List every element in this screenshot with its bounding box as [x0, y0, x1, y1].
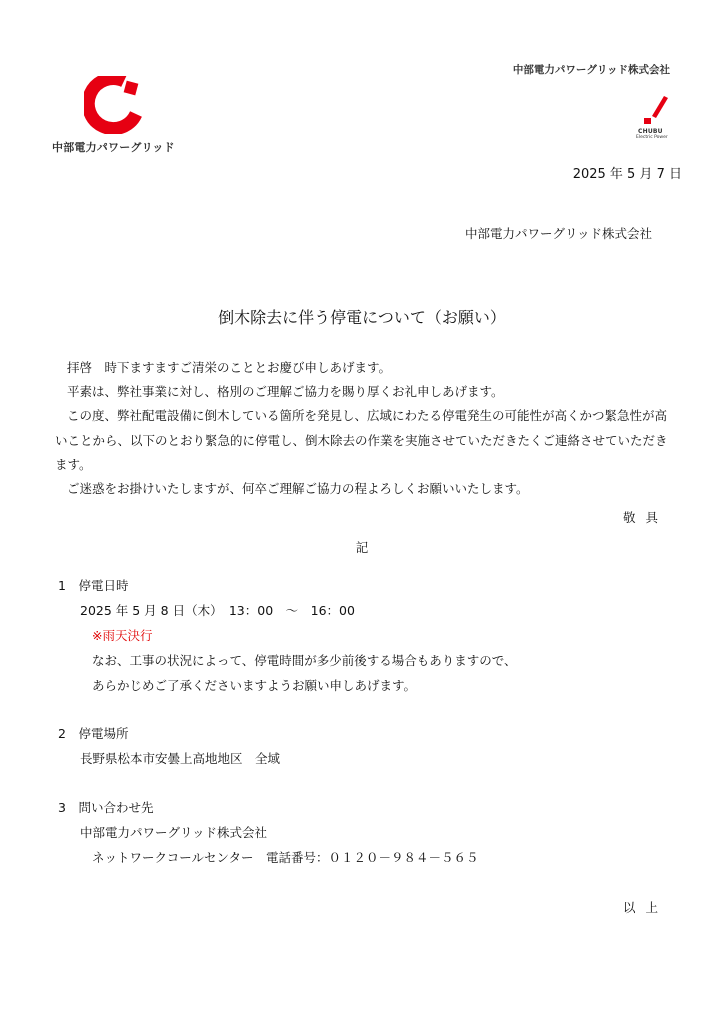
contact-phone: ネットワークコールセンター 電話番号：０１２０－９８４－５６５: [92, 850, 479, 865]
closing-ijo: 以上: [622, 900, 668, 915]
document-title: 倒木除去に伴う停電について（お願い）: [218, 308, 506, 327]
company-logo-mark-icon: [84, 76, 144, 134]
ki-marker: 記: [355, 540, 369, 555]
header-company-name: 中部電力パワーグリッド株式会社: [512, 64, 670, 76]
schedule-note-line-1: なお、工事の状況によって、停電時間が多少前後する場合もありますので、: [92, 653, 517, 668]
body-paragraph-reason: この度、弊社配電設備に倒木している箇所を発見し、広域にわたる停電発生の可能性が高くかつ緊急性が高いことから、以下のとおり緊急的に停電し、倒木除去の作業を実施させていただきたくご連絡させていただきます。: [55, 408, 668, 472]
section-1-heading: 1 停電日時: [58, 578, 129, 593]
section-3-heading: 3 問い合わせ先: [58, 800, 154, 815]
company-logo: [52, 76, 182, 160]
document-date: 2025 年 5 月 7 日: [572, 167, 682, 182]
sender-name: 中部電力パワーグリッド株式会社: [464, 226, 652, 241]
closing-keigu: 敬具: [622, 510, 668, 525]
body-paragraph-apology: ご迷惑をお掛けいたしますが、何卒ご理解ご協力の程よろしくお願いいたします。: [67, 481, 529, 497]
outage-datetime: 2025 年 5 月 8 日（木） 13：00 ～ 16：00: [80, 603, 355, 618]
company-logo-text: 中部電力パワーグリッド: [52, 141, 175, 154]
rain-note: ※雨天決行: [92, 628, 153, 643]
chubu-logo-sub: Electric Power: [636, 135, 668, 140]
chubu-logo-name: CHUBU: [638, 128, 663, 135]
chubu-logo-mark-icon: [642, 96, 672, 126]
body-paragraph-thanks: 平素は、弊社事業に対し、格別のご理解ご協力を賜り厚くお礼申しあげます。: [67, 384, 504, 400]
outage-place: 長野県松本市安曇上高地地区 全域: [80, 751, 281, 766]
section-2-heading: 2 停電場所: [58, 726, 129, 741]
body-paragraph-greeting: 拝啓 時下ますますご清栄のこととお慶び申しあげます。: [67, 360, 392, 375]
chubu-logo: [632, 96, 682, 146]
schedule-note-line-2: あらかじめご了承くださいますようお願い申しあげます。: [92, 678, 417, 693]
letter-body: [55, 356, 675, 501]
contact-company: 中部電力パワーグリッド株式会社: [80, 825, 268, 840]
